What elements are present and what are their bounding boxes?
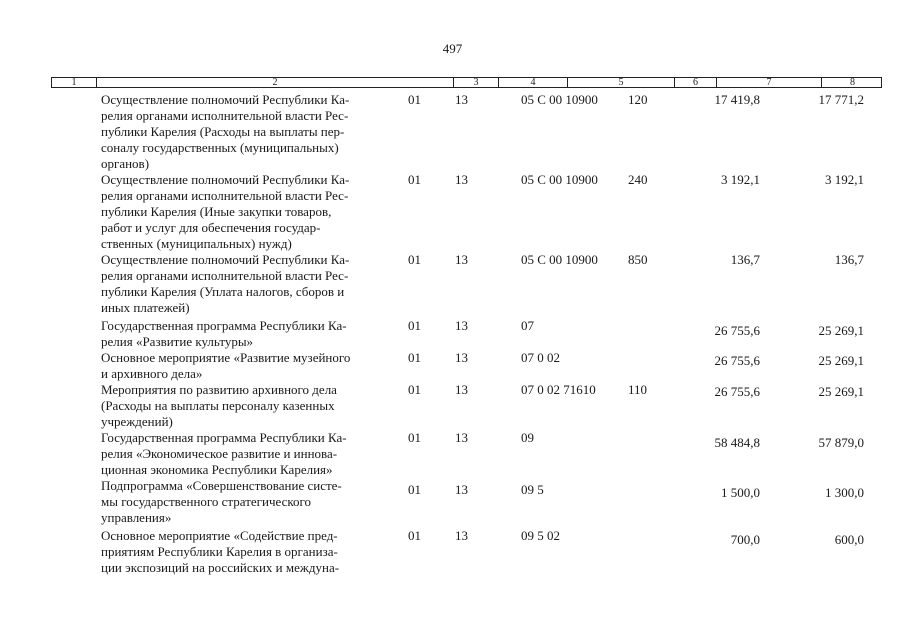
row-target-code: 07 (521, 318, 534, 333)
table-row (0, 318, 905, 350)
row-subsection: 13 (455, 430, 468, 445)
row-subsection: 13 (455, 350, 468, 365)
row-target-code: 09 5 02 (521, 528, 560, 543)
row-amount-year1: 1 500,0 (721, 485, 760, 500)
row-section: 01 (408, 172, 421, 187)
row-target-code: 09 (521, 430, 534, 445)
row-amount-year2: 57 879,0 (818, 435, 864, 450)
header-col-6: 6 (674, 78, 716, 87)
row-name: Основное мероприятие «Содействие пред- приятиям Республики Карелия в организа- ции экспозиций на российских и междуна- (101, 528, 340, 575)
row-subsection: 13 (455, 382, 468, 397)
row-section: 01 (408, 528, 421, 543)
table-header-row (51, 77, 882, 88)
row-subsection: 13 (455, 318, 468, 333)
row-amount-year1: 17 419,8 (714, 92, 760, 107)
row-amount-year2: 25 269,1 (818, 323, 864, 338)
row-target-code: 05 С 00 10900 (521, 92, 598, 107)
header-col-1: 1 (71, 77, 77, 88)
row-amount-year2: 25 269,1 (818, 353, 864, 368)
header-col-4: 4 (498, 78, 567, 87)
table-row (0, 528, 905, 576)
row-expense-type: 850 (628, 252, 648, 267)
header-col-7: 7 (716, 78, 821, 87)
row-amount-year2: 25 269,1 (818, 384, 864, 399)
row-amount-year2: 1 300,0 (825, 485, 864, 500)
row-section: 01 (408, 350, 421, 365)
table-row (0, 252, 905, 316)
row-amount-year1: 26 755,6 (714, 323, 760, 338)
row-amount-year2: 17 771,2 (818, 92, 864, 107)
row-amount-year2: 600,0 (834, 532, 864, 547)
row-name: Государственная программа Республики Ка- релия «Экономическое развитие и иннова- ционная экономика Республики Карелия» (101, 430, 347, 477)
row-section: 01 (408, 482, 421, 497)
page-number: 497 (442, 41, 463, 56)
row-name: Основное мероприятие «Развитие музейного и архивного дела» (101, 350, 351, 381)
row-amount-year1: 700,0 (730, 532, 760, 547)
table-row (0, 172, 905, 252)
row-target-code: 09 5 (521, 482, 544, 497)
row-amount-year2: 3 192,1 (825, 172, 864, 187)
header-col-2: 2 (96, 78, 453, 87)
row-amount-year1: 26 755,6 (714, 353, 760, 368)
row-subsection: 13 (455, 172, 468, 187)
row-subsection: 13 (455, 252, 468, 267)
row-subsection: 13 (455, 92, 468, 107)
header-col-3: 3 (453, 78, 498, 87)
row-target-code: 07 0 02 (521, 350, 560, 365)
row-name: Осуществление полномочий Республики Ка- релия органами исполнительной власти Рес- публики Карелия (Иные закупки товаров, работ и услуг для обеспечения государ- ственных (муниципальных) нужд) (101, 172, 350, 251)
row-section: 01 (408, 382, 421, 397)
row-expense-type: 120 (628, 92, 648, 107)
budget-table-body (0, 92, 905, 576)
row-amount-year2: 136,7 (834, 252, 864, 267)
table-row (0, 92, 905, 172)
row-name: Подпрограмма «Совершенствование систе- мы государственного стратегического управления» (101, 478, 342, 525)
row-target-code: 05 С 00 10900 (521, 252, 598, 267)
table-row (0, 382, 905, 430)
row-section: 01 (408, 252, 421, 267)
row-section: 01 (408, 318, 421, 333)
row-name: Осуществление полномочий Республики Ка- релия органами исполнительной власти Рес- публики Карелия (Расходы на выплаты пер- соналу государственных (муниципальных) органов) (101, 92, 350, 171)
table-row (0, 430, 905, 478)
table-row (0, 350, 905, 382)
row-name: Осуществление полномочий Республики Ка- релия органами исполнительной власти Рес- публики Карелия (Уплата налогов, сборов и иных платежей) (101, 252, 350, 315)
row-subsection: 13 (455, 528, 468, 543)
row-amount-year1: 136,7 (730, 252, 760, 267)
table-row (0, 478, 905, 526)
row-section: 01 (408, 92, 421, 107)
row-amount-year1: 58 484,8 (714, 435, 760, 450)
header-col-8: 8 (821, 78, 883, 87)
row-target-code: 07 0 02 71610 (521, 382, 596, 397)
row-target-code: 05 С 00 10900 (521, 172, 598, 187)
row-amount-year1: 26 755,6 (714, 384, 760, 399)
row-section: 01 (408, 430, 421, 445)
row-subsection: 13 (455, 482, 468, 497)
header-col-5: 5 (567, 78, 674, 87)
row-expense-type: 110 (628, 382, 648, 397)
row-name: Мероприятия по развитию архивного дела (Расходы на выплаты персоналу казенных учреждений) (101, 382, 337, 429)
row-amount-year1: 3 192,1 (721, 172, 760, 187)
row-expense-type: 240 (628, 172, 648, 187)
row-name: Государственная программа Республики Ка- релия «Развитие культуры» (101, 318, 347, 349)
